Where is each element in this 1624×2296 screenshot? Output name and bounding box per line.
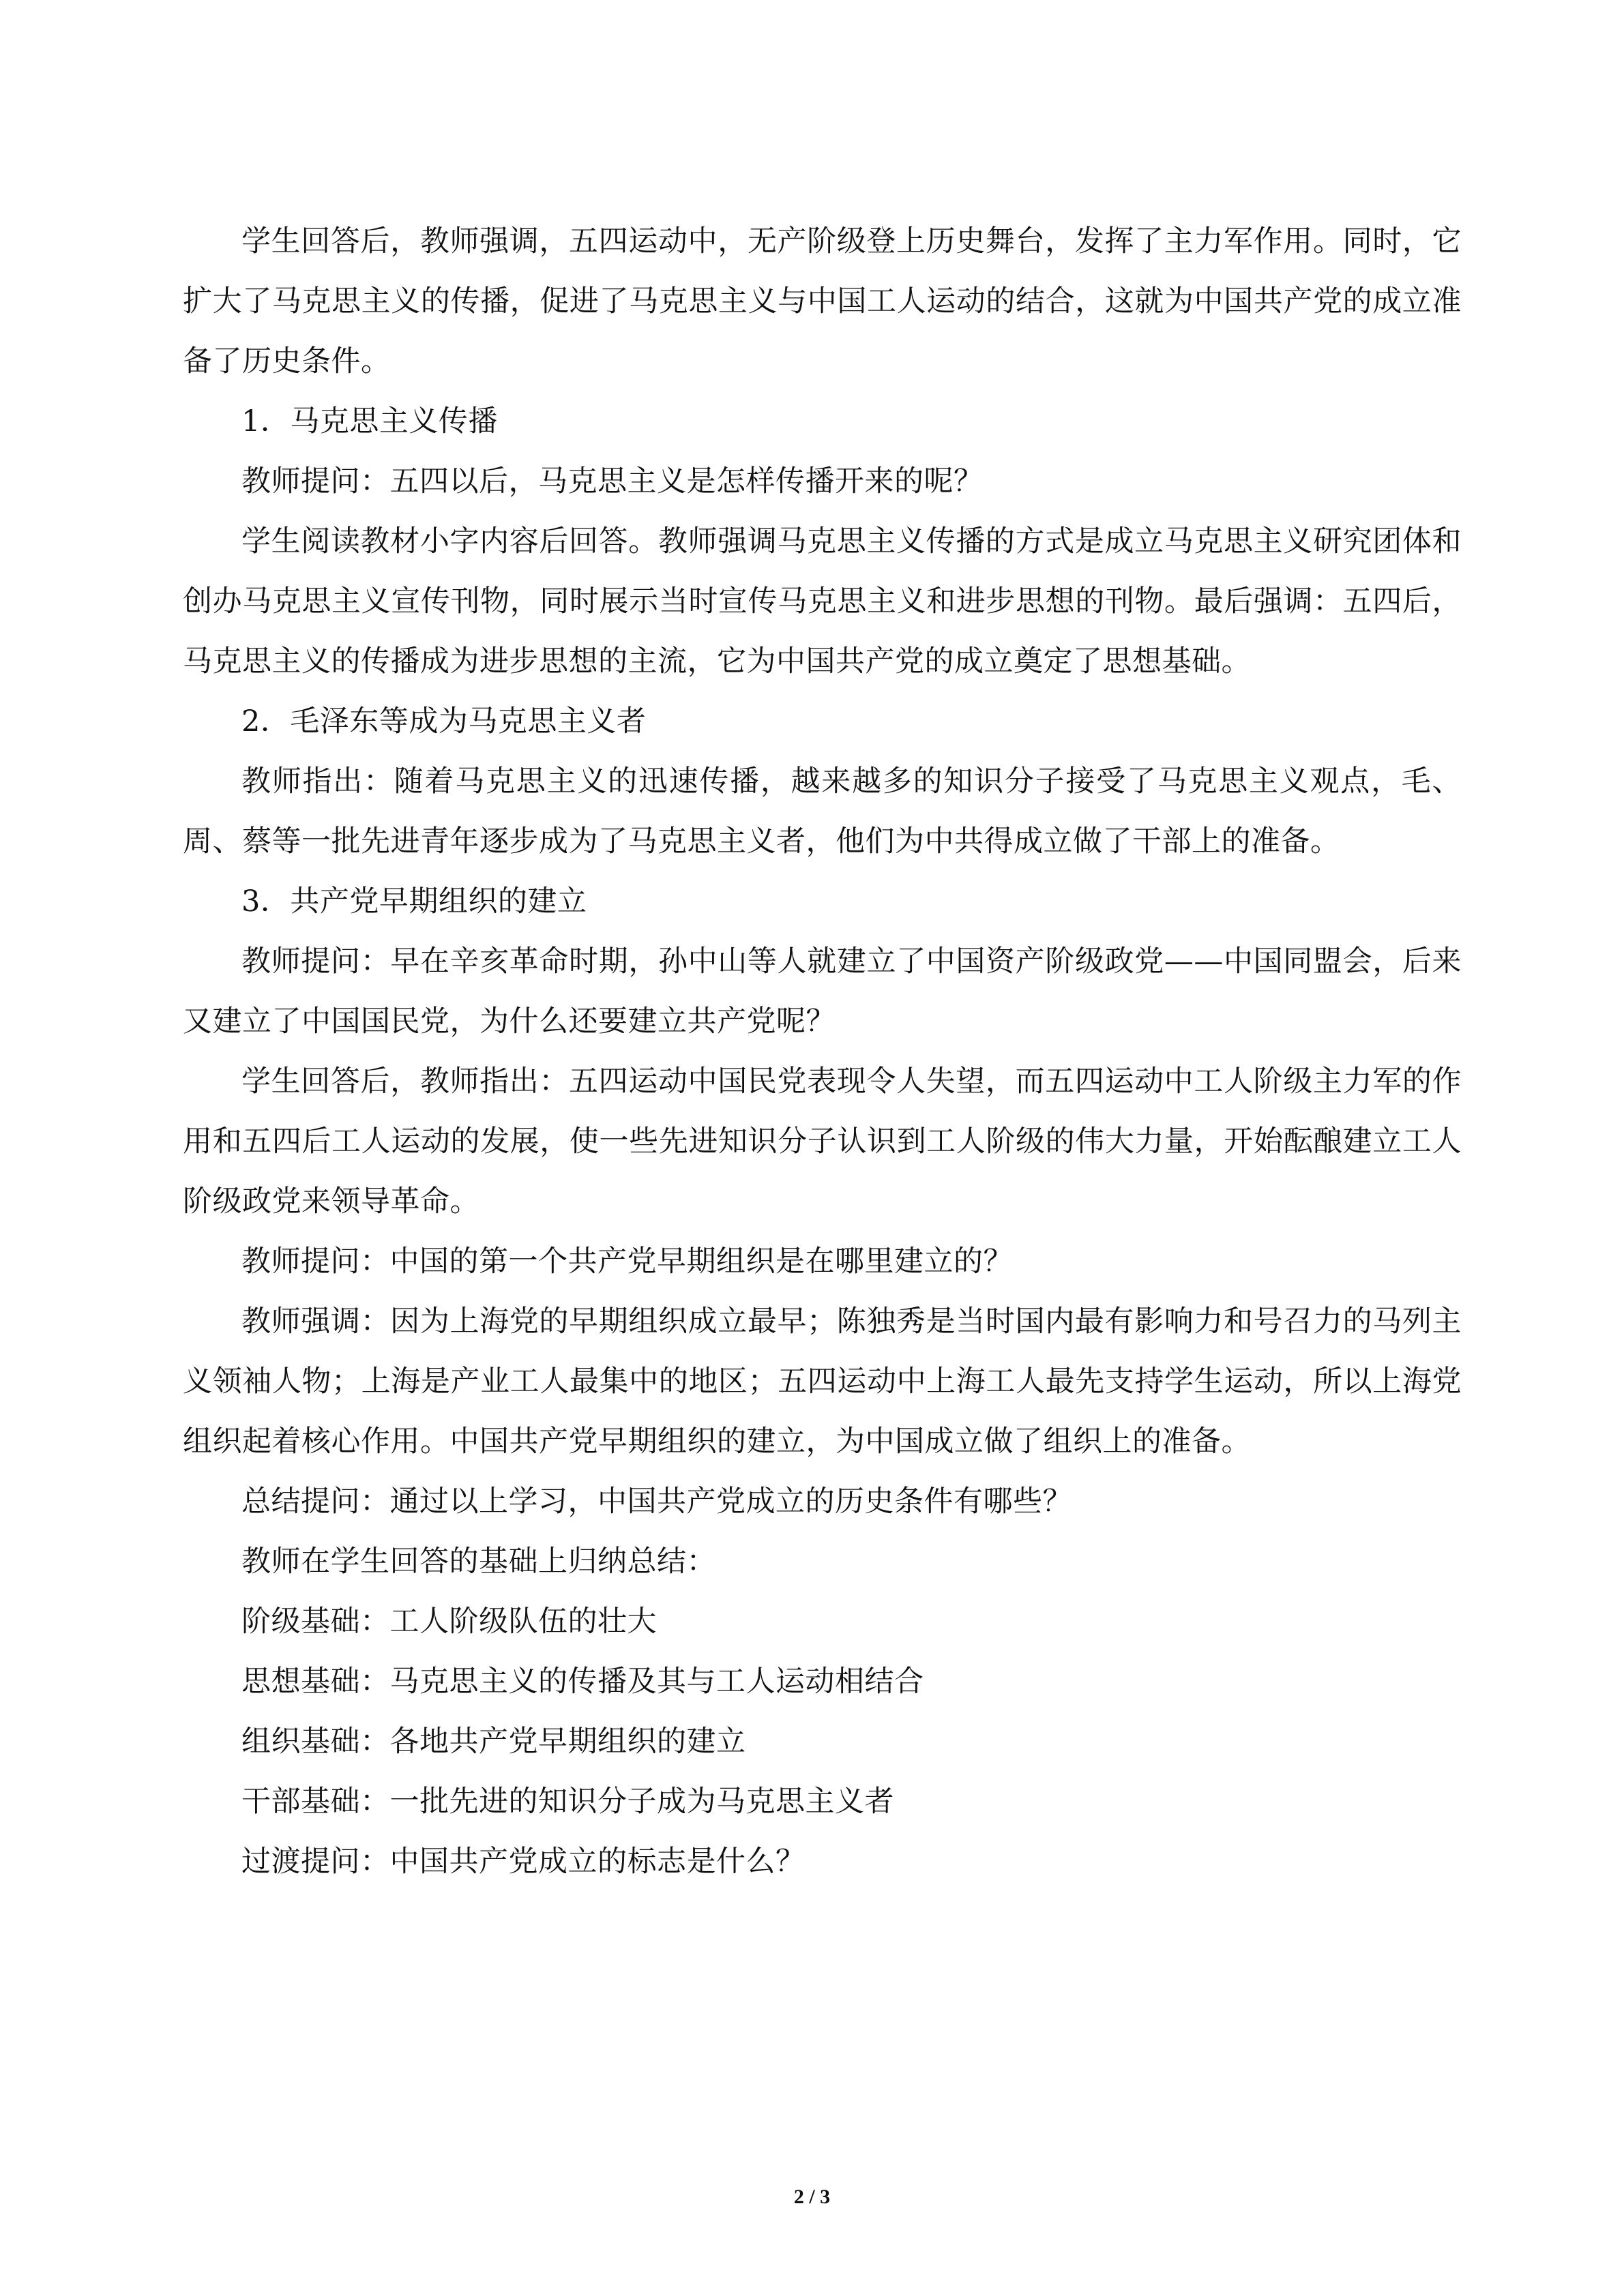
paragraph-question-4: 教师提问：中国的第一个共产党早期组织是在哪里建立的？ (241, 1244, 1013, 1279)
page-number: 2 / 3 (793, 2186, 831, 2208)
paragraph-teacher-note-2: 教师指出：随着马克思主义的迅速传播，越来越多的知识分子接受了马克思主义观点，毛、周、蔡等一批先进青年逐步成为了马克思主义者，他们为中共得成立做了干部上的准备。 (183, 764, 1462, 859)
paragraph-answer-1: 学生阅读教材小字内容后回答。教师强调马克思主义传播的方式是成立马克思主义研究团体和创办马克思主义宣传刊物，同时展示当时宣传马克思主义和进步思想的刊物。最后强调：五四后，马克思主义的传播成为进步思想的主流，它为中国共产党的成立奠定了思想基础。 (183, 524, 1462, 679)
section-heading-1: 1．马克思主义传播 (241, 404, 498, 438)
paragraph-ideology-basis: 思想基础：马克思主义的传播及其与工人运动相结合 (241, 1665, 924, 1699)
paragraph-organization-basis: 组织基础：各地共产党早期组织的建立 (241, 1725, 746, 1759)
paragraph-answer-3: 学生回答后，教师指出：五四运动中国民党表现令人失望，而五四运动中工人阶级主力军的作用和五四后工人运动的发展，使一些先进知识分子认识到工人阶级的伟大力量，开始酝酿建立工人阶级政党来领导革命。 (183, 1064, 1462, 1219)
paragraph-summary-question: 总结提问：通过以上学习，中国共产党成立的历史条件有哪些？ (241, 1485, 1072, 1519)
paragraph-transition-question: 过渡提问：中国共产党成立的标志是什么？ (241, 1845, 806, 1879)
paragraph-cadre-basis: 干部基础：一批先进的知识分子成为马克思主义者 (241, 1785, 894, 1819)
section-heading-2: 2．毛泽东等成为马克思主义者 (241, 704, 647, 739)
paragraph-question-1: 教师提问：五四以后，马克思主义是怎样传播开来的呢？ (241, 464, 984, 498)
paragraph-summary-intro: 教师在学生回答的基础上归纳总结： (241, 1545, 716, 1579)
paragraph-emphasis-4: 教师强调：因为上海党的早期组织成立最早；陈独秀是当时国内最有影响力和号召力的马列主义领袖人物；上海是产业工人最集中的地区；五四运动中上海工人最先支持学生运动，所以上海党组织起着核心作用。中国共产党早期组织的建立，为中国成立做了组织上的准备。 (183, 1304, 1462, 1459)
paragraph-intro: 学生回答后，教师强调，五四运动中，无产阶级登上历史舞台，发挥了主力军作用。同时，它扩大了马克思主义的传播，促进了马克思主义与中国工人运动的结合，这就为中国共产党的成立准备了历史条件。 (183, 224, 1462, 378)
paragraph-question-3: 教师提问：早在辛亥革命时期，孙中山等人就建立了中国资产阶级政党——中国同盟会，后来又建立了中国国民党，为什么还要建立共产党呢？ (183, 944, 1462, 1039)
document-body (183, 211, 1462, 1892)
paragraph-class-basis: 阶级基础：工人阶级队伍的壮大 (241, 1605, 657, 1639)
section-heading-3: 3．共产党早期组织的建立 (241, 884, 587, 919)
